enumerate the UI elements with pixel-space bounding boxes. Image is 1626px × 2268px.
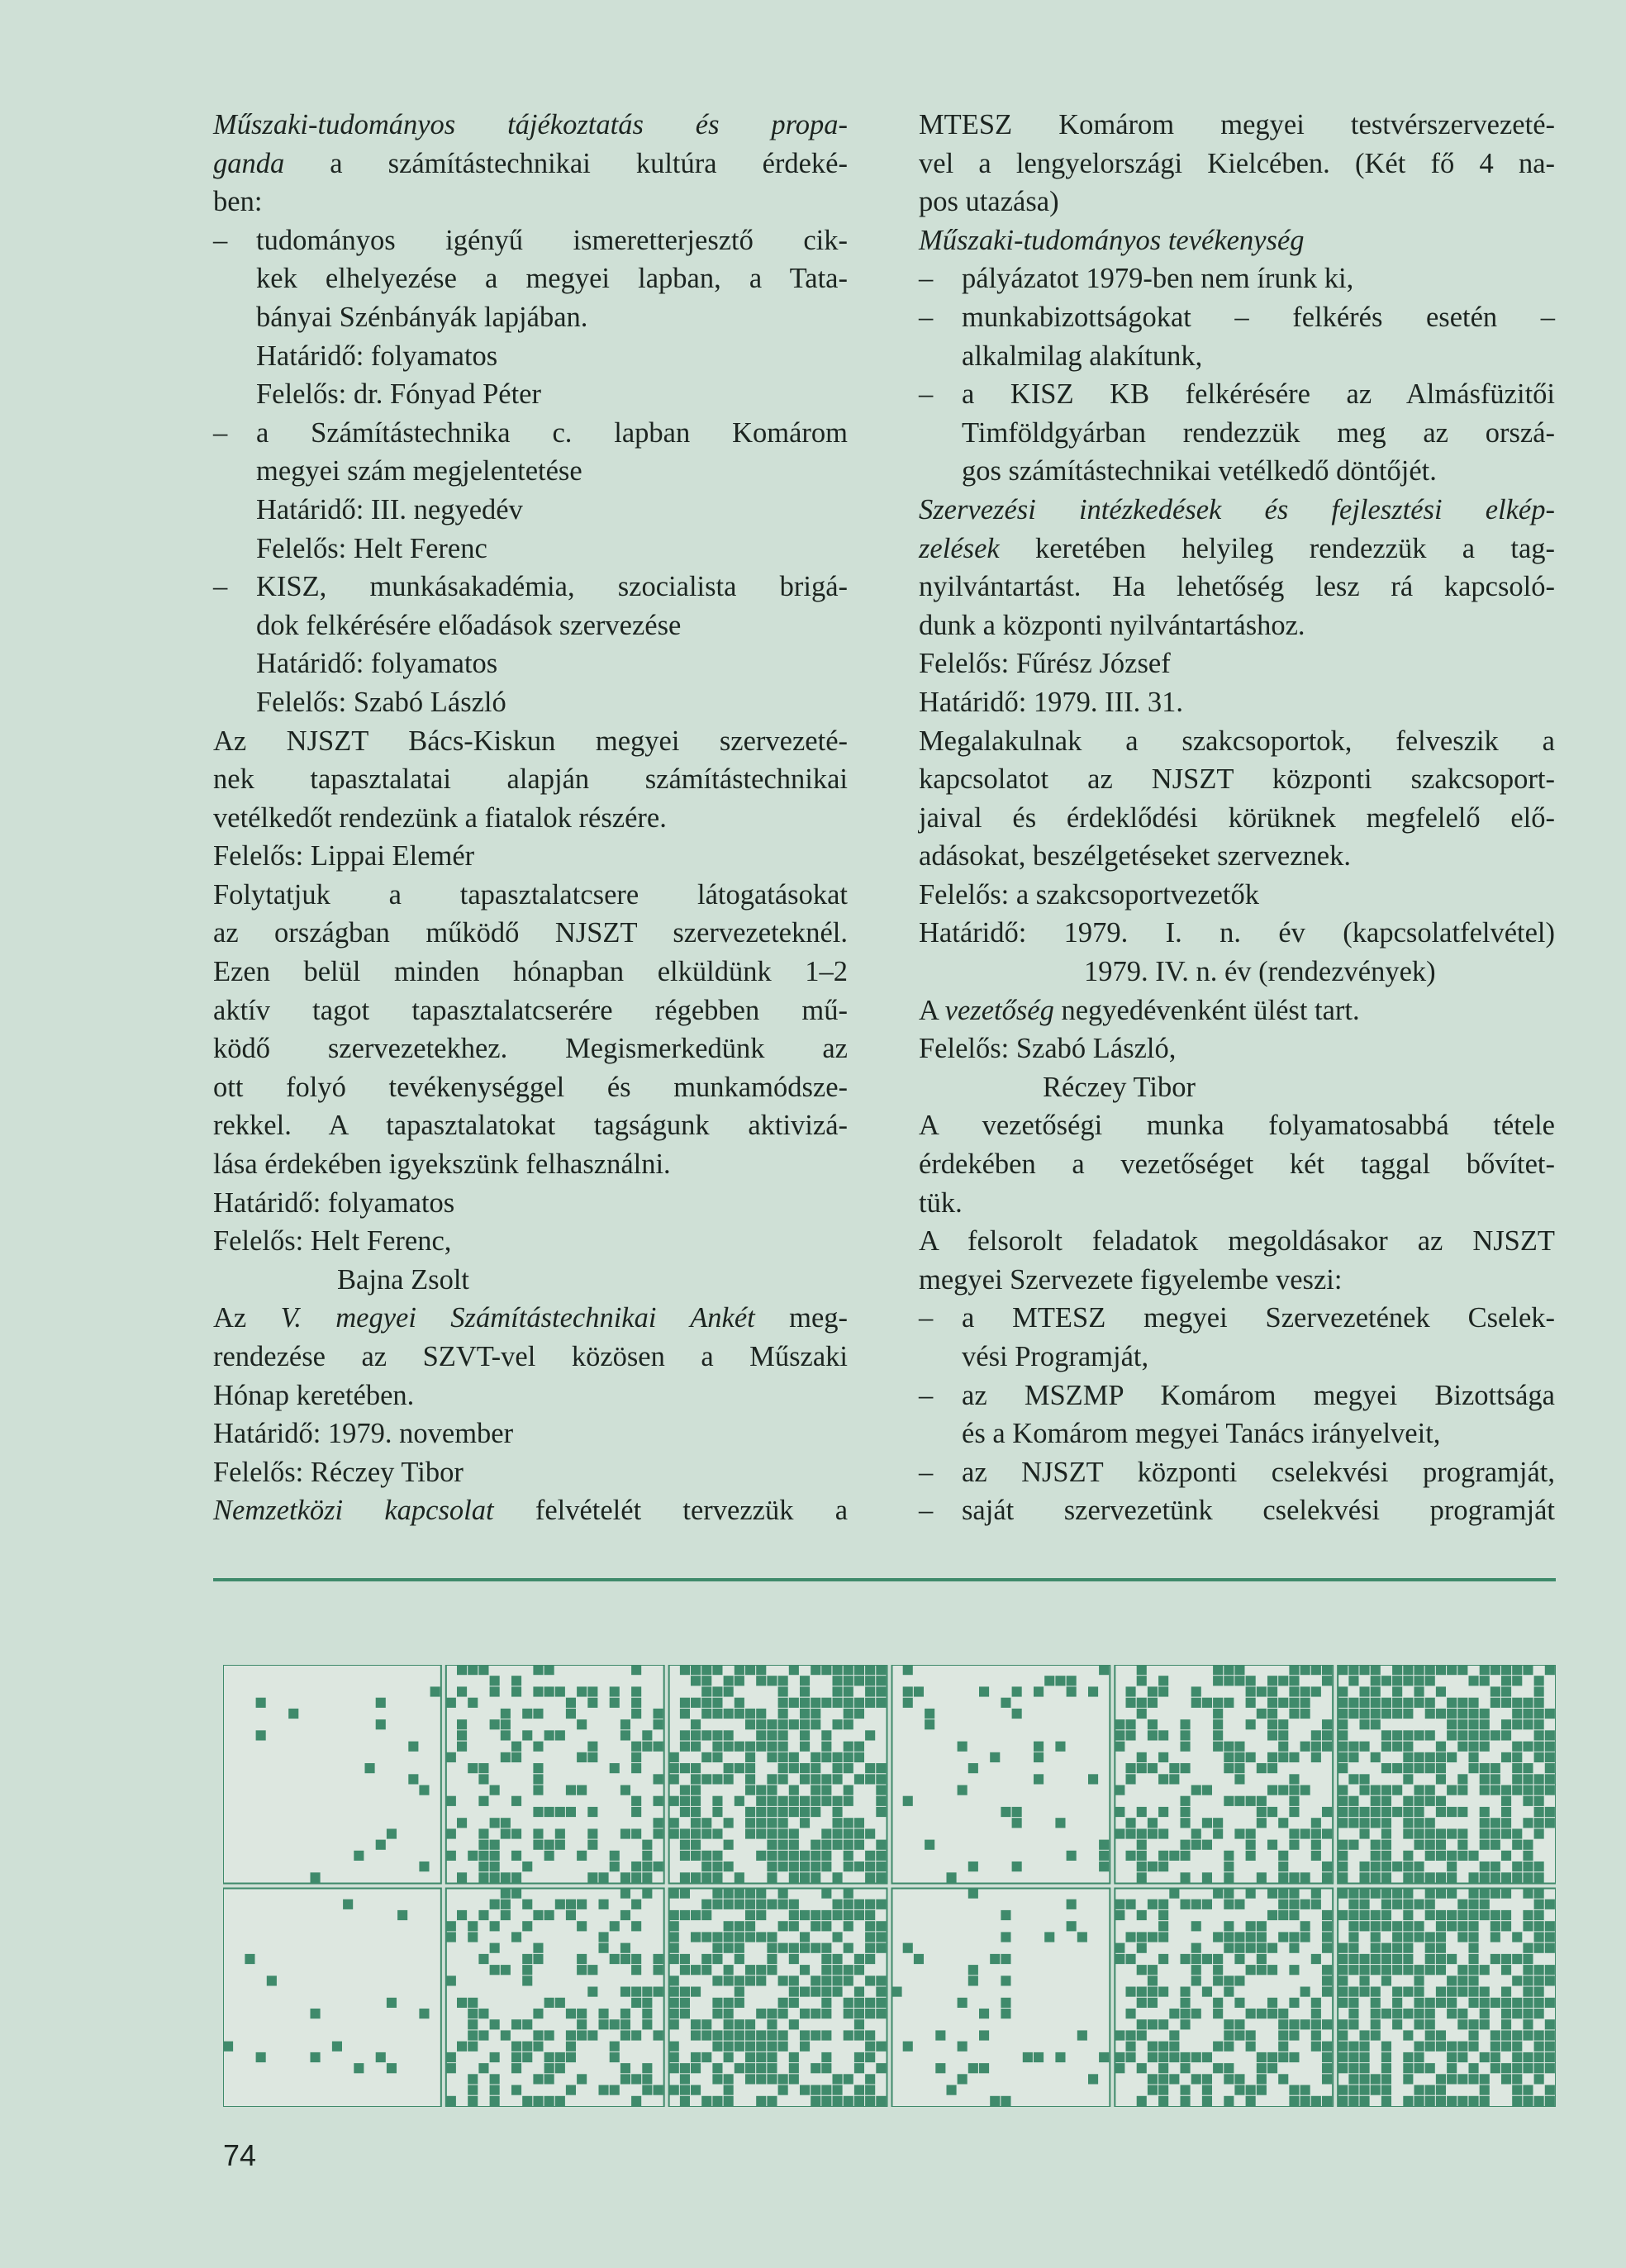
line-text: Bajna Zsolt xyxy=(337,1263,470,1296)
text-line xyxy=(213,914,848,953)
line-text: A vezetőségi munka folyamatosabbá tétele xyxy=(919,1110,1555,1142)
text-line xyxy=(213,1491,848,1530)
text-line xyxy=(919,530,1555,568)
line-text: a Számítástechnika c. lapban Komárom xyxy=(256,416,848,449)
bullet-dash: – xyxy=(919,301,934,333)
line-text: vési Programját, xyxy=(962,1341,1149,1372)
line-text: Hónap keretében. xyxy=(213,1379,415,1411)
line-text: MTESZ Komárom megyei testvérszervezeté- xyxy=(919,109,1555,140)
line-text: lása érdekében igyekszünk felhasználni. xyxy=(213,1148,671,1181)
text-line xyxy=(919,568,1555,606)
text-line xyxy=(919,298,1555,337)
italic-phrase: vezetőség xyxy=(944,994,1054,1026)
text-line xyxy=(213,1261,848,1300)
text-line xyxy=(213,337,848,376)
line-text: ködő szervezetekhez. Megismerkedünk az xyxy=(213,1033,848,1065)
bullet-dash: – xyxy=(919,1302,934,1334)
line-text: meg- xyxy=(754,1302,848,1334)
text-line xyxy=(213,259,848,298)
line-text: Ezen belül minden hónapban elküldünk 1–2 xyxy=(213,956,848,988)
line-text: érdekében a vezetőséget két taggal bővítet- xyxy=(919,1148,1555,1181)
text-line xyxy=(213,1222,848,1261)
line-text: pos utazása) xyxy=(919,186,1059,218)
pattern-panel xyxy=(1338,1665,1556,1884)
text-line xyxy=(919,1338,1555,1376)
text-line xyxy=(213,1338,848,1376)
text-line xyxy=(919,414,1555,453)
line-text: KISZ, munkásakadémia, szocialista brigá- xyxy=(256,571,848,603)
text-line xyxy=(919,375,1555,414)
line-text: nek tapasztalatai alapján számítástechnikai xyxy=(213,763,848,796)
bullet-dash: – xyxy=(213,416,228,449)
line-text: gos számítástechnikai vetélkedő döntőjét. xyxy=(962,455,1437,487)
text-line xyxy=(919,452,1555,491)
text-line xyxy=(213,991,848,1030)
line-text: Határidő: 1979. november xyxy=(213,1418,514,1450)
text-line xyxy=(213,644,848,683)
text-line xyxy=(213,837,848,876)
text-line xyxy=(919,1261,1555,1300)
text-line xyxy=(213,221,848,260)
italic-phrase: Műszaki-tudományos tájékoztatás és propa- xyxy=(213,109,848,140)
line-text: 1979. IV. n. év (rendezvények) xyxy=(1084,956,1436,988)
line-text: Határidő: 1979. III. 31. xyxy=(919,686,1184,718)
line-text: Az NJSZT Bács-Kiskun megyei szervezeté- xyxy=(213,725,848,757)
text-line xyxy=(213,145,848,183)
text-line xyxy=(213,530,848,568)
line-text: Határidő: III. negyedév xyxy=(256,493,523,525)
line-text: keretében helyileg rendezzük a tag- xyxy=(999,532,1555,564)
italic-phrase: Nemzetközi kapcsolat xyxy=(213,1495,494,1527)
text-line xyxy=(919,760,1555,799)
pattern-panel xyxy=(669,1665,887,1884)
line-text: jaival és érdeklődési körüknek megfelelő elő- xyxy=(919,801,1555,834)
bullet-dash: – xyxy=(919,1456,934,1488)
text-line xyxy=(213,568,848,606)
text-line xyxy=(213,375,848,414)
bullet-dash: – xyxy=(213,571,228,603)
text-line xyxy=(213,183,848,221)
line-text: Felelős: dr. Fónyad Péter xyxy=(256,378,541,411)
line-text: felvételét tervezzük a xyxy=(493,1495,849,1527)
text-line xyxy=(213,491,848,530)
line-text: az országban működő NJSZT szervezeteknél. xyxy=(213,917,848,949)
pattern-panel xyxy=(446,1889,664,2108)
bullet-dash: – xyxy=(213,224,228,256)
text-line xyxy=(213,1415,848,1453)
text-line xyxy=(213,1029,848,1068)
text-line xyxy=(213,1299,848,1338)
text-line xyxy=(213,452,848,491)
text-line xyxy=(919,491,1555,530)
line-text: A xyxy=(919,994,945,1026)
italic-phrase: Szervezési intézkedések és fejlesztési elkép- xyxy=(919,493,1555,525)
text-line xyxy=(919,991,1555,1030)
text-line xyxy=(213,1106,848,1145)
line-text: az NJSZT központi cselekvési programját, xyxy=(962,1456,1555,1488)
line-text: dunk a központi nyilvántartáshoz. xyxy=(919,609,1305,641)
page-number: 74 xyxy=(223,2138,257,2172)
text-line xyxy=(213,876,848,915)
bullet-dash: – xyxy=(919,1379,934,1411)
text-line xyxy=(213,1184,848,1223)
text-line xyxy=(213,414,848,453)
pattern-panel xyxy=(1338,1889,1556,2108)
line-text: Határidő: 1979. I. n. év (kapcsolatfelvétel) xyxy=(919,917,1555,949)
right-column xyxy=(919,106,1555,1530)
text-line xyxy=(919,799,1555,838)
pattern-panel xyxy=(1115,1665,1333,1884)
text-line xyxy=(919,183,1555,221)
line-text: Felelős: Szabó László, xyxy=(919,1033,1177,1065)
pattern-panel xyxy=(223,1889,441,2108)
text-line xyxy=(919,1376,1555,1415)
line-text: rekkel. A tapasztalatokat tagságunk aktivizá- xyxy=(213,1110,848,1142)
line-text: vel a lengyelországi Kielcében. (Két fő 4 na- xyxy=(919,147,1555,179)
text-line xyxy=(919,145,1555,183)
bullet-dash: – xyxy=(919,1495,934,1527)
pattern-panel xyxy=(892,1665,1110,1884)
text-line xyxy=(919,914,1555,953)
line-text: dok felkérésére előadások szervezése xyxy=(256,609,682,641)
line-text: Felelős: Lippai Elemér xyxy=(213,840,475,872)
text-line xyxy=(213,298,848,337)
italic-phrase: Műszaki-tudományos tevékenység xyxy=(919,224,1305,256)
line-text: aktív tagot tapasztalatcserére régebben mű- xyxy=(213,994,848,1026)
line-text: Az xyxy=(213,1302,281,1334)
line-text: negyedévenként ülést tart. xyxy=(1053,994,1360,1026)
pattern-panel xyxy=(223,1665,441,1884)
section-divider xyxy=(213,1578,1556,1581)
text-line xyxy=(919,644,1555,683)
line-text: A felsorolt feladatok megoldásakor az NJSZT xyxy=(919,1225,1555,1258)
text-line xyxy=(919,683,1555,722)
text-line xyxy=(213,1068,848,1107)
line-text: nyilvántartást. Ha lehetőség lesz rá kapcsoló- xyxy=(919,571,1555,603)
line-text: kek elhelyezése a megyei lapban, a Tata- xyxy=(256,263,848,295)
text-line xyxy=(919,1299,1555,1338)
line-text: rendezése az SZVT-vel közösen a Műszaki xyxy=(213,1341,848,1372)
line-text: kapcsolatot az NJSZT központi szakcsoport- xyxy=(919,763,1555,796)
line-text: Felelős: Helt Ferenc, xyxy=(213,1225,452,1258)
line-text: a KISZ KB felkérésére az Almásfüzitői xyxy=(962,378,1555,411)
text-line xyxy=(213,722,848,761)
text-line xyxy=(919,106,1555,145)
italic-phrase: V. megyei Számítástechnikai Ankét xyxy=(280,1302,755,1334)
text-line xyxy=(213,953,848,991)
pattern-panel xyxy=(892,1889,1110,2108)
line-text: alkalmilag alakítunk, xyxy=(962,340,1203,372)
line-text: adásokat, beszélgetéseket szerveznek. xyxy=(919,840,1351,872)
bullet-dash: – xyxy=(919,263,934,295)
text-line xyxy=(919,606,1555,645)
line-text: vetélkedőt rendezünk a fiatalok részére. xyxy=(213,801,667,834)
line-text: Határidő: folyamatos xyxy=(213,1186,455,1219)
line-text: Felelős: Réczey Tibor xyxy=(213,1456,464,1488)
text-line xyxy=(919,953,1555,991)
pattern-panel xyxy=(446,1665,664,1884)
line-text: megyei szám megjelentetése xyxy=(256,455,582,487)
line-text: Határidő: folyamatos xyxy=(256,648,498,680)
line-text: a számítástechnikai kultúra érdeké- xyxy=(284,147,848,179)
line-text: tük. xyxy=(919,1186,963,1219)
text-line xyxy=(919,1184,1555,1223)
text-line xyxy=(919,1145,1555,1184)
italic-phrase: zelések xyxy=(919,532,1000,564)
line-text: Felelős: Helt Ferenc xyxy=(256,532,487,564)
text-line xyxy=(919,1068,1555,1107)
text-line xyxy=(919,876,1555,915)
line-text: Timföldgyárban rendezzük meg az orszá- xyxy=(962,416,1555,449)
line-text: Felelős: a szakcsoportvezetők xyxy=(919,878,1259,911)
text-line xyxy=(919,1222,1555,1261)
italic-phrase: ganda xyxy=(213,147,285,179)
line-text: Folytatjuk a tapasztalatcsere látogatásokat xyxy=(213,878,848,911)
line-text: pályázatot 1979-ben nem írunk ki, xyxy=(962,263,1354,295)
line-text: Felelős: Szabó László xyxy=(256,686,506,718)
text-line xyxy=(213,799,848,838)
line-text: ben: xyxy=(213,186,263,218)
line-text: saját szervezetünk cselekvési programját xyxy=(962,1495,1555,1527)
line-text: Felelős: Fűrész József xyxy=(919,648,1171,680)
pattern-panel xyxy=(669,1889,887,2108)
line-text: tudományos igényű ismeretterjesztő cik- xyxy=(256,224,848,256)
left-column xyxy=(213,106,848,1530)
text-line xyxy=(213,1453,848,1492)
text-line xyxy=(919,1106,1555,1145)
text-line xyxy=(213,1145,848,1184)
pattern-figure xyxy=(223,1665,1556,2107)
line-text: ott folyó tevékenységgel és munkamódsze- xyxy=(213,1071,848,1103)
line-text: megyei Szervezete figyelembe veszi: xyxy=(919,1263,1343,1296)
text-line xyxy=(213,106,848,145)
text-line xyxy=(919,1453,1555,1492)
text-line xyxy=(919,259,1555,298)
line-text: bányai Szénbányák lapjában. xyxy=(256,301,588,333)
line-text: és a Komárom megyei Tanács irányelveit, xyxy=(962,1418,1441,1450)
bullet-dash: – xyxy=(919,378,934,411)
line-text: Megalakulnak a szakcsoportok, felveszik a xyxy=(919,725,1555,757)
text-line xyxy=(919,722,1555,761)
text-line xyxy=(213,1376,848,1415)
text-line xyxy=(919,837,1555,876)
line-text: az MSZMP Komárom megyei Bizottsága xyxy=(962,1379,1555,1411)
text-line xyxy=(213,760,848,799)
line-text: munkabizottságokat – felkérés esetén – xyxy=(962,301,1555,333)
text-line xyxy=(919,337,1555,376)
text-line xyxy=(919,1029,1555,1068)
text-line xyxy=(919,1415,1555,1453)
line-text: a MTESZ megyei Szervezetének Cselek- xyxy=(962,1302,1555,1334)
text-line xyxy=(213,606,848,645)
text-line xyxy=(919,221,1555,260)
pattern-panel xyxy=(1115,1889,1333,2108)
text-line xyxy=(213,683,848,722)
line-text: Határidő: folyamatos xyxy=(256,340,498,372)
line-text: Réczey Tibor xyxy=(1043,1071,1196,1103)
text-line xyxy=(919,1491,1555,1530)
